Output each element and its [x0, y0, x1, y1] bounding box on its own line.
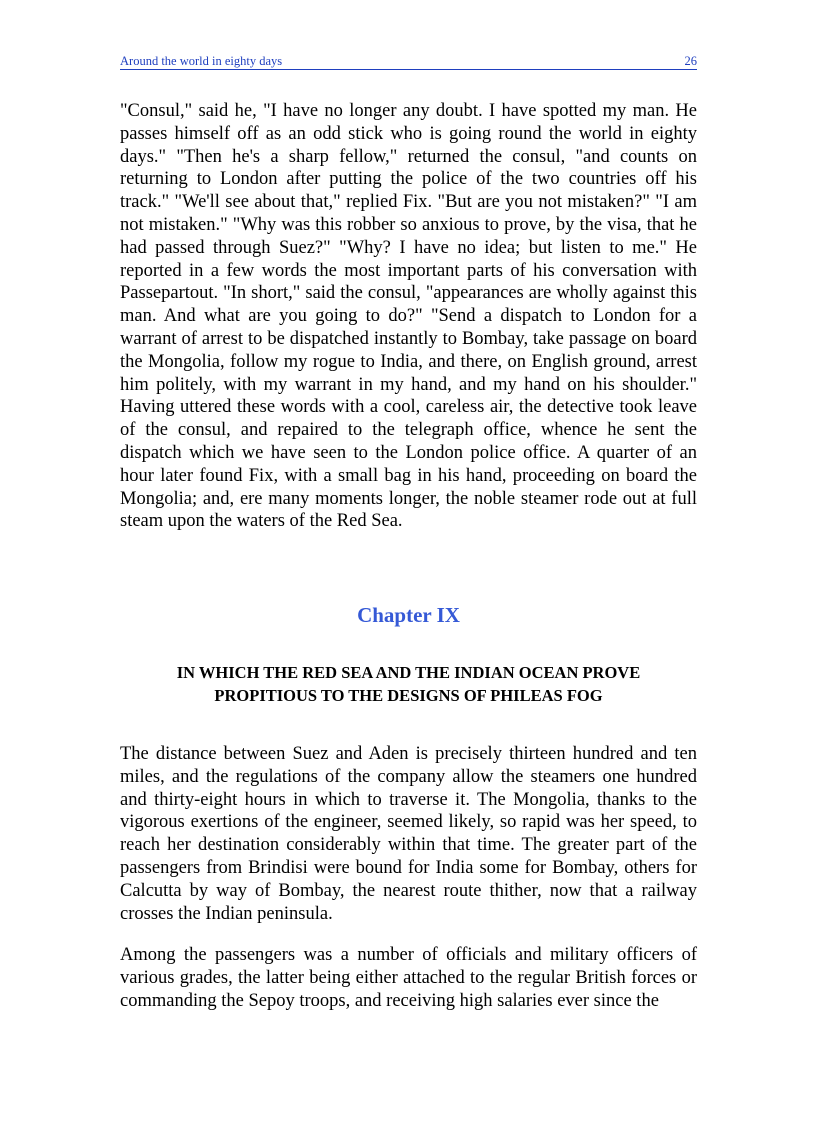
paragraph-text: The distance between Suez and Aden is precisely thirteen hundred and ten miles, and the regulations of the company allow the steamers one hundred and thirty-eight hours in which to traverse it. The Mongolia, thanks to the vigorous exertions of the engineer, seemed likely, so rapid was her speed, to reach her destination considerably within that time. The greater part of the passengers from Brindisi were bound for India some for Bombay, others for Calcutta by way of Bombay, the nearest route thither, now that a railway crosses the Indian peninsula. — [120, 744, 697, 924]
book-title-link[interactable]: Around the world in eighty days — [120, 54, 283, 68]
page-number: 26 — [684, 54, 697, 68]
paragraph-text: Among the passengers was a number of officials and military officers of various grades, the latter being either attached to the regular British forces or commanding the Sepoy troops, and receiving high salaries ever since the — [120, 945, 697, 1011]
paragraph-2 — [120, 743, 697, 925]
paragraph-text: "Consul," said he, "I have no longer any doubt. I have spotted my man. He passes himself off as an odd stick who is going round the world in eighty days." "Then he's a sharp fellow," returned the consul, "and counts on returning to London after putting the police of the two countries off his track." "We'll see about that," replied Fix. "But are you not mistaken?" "I am not mistaken." "Why was this robber so anxious to prove, by the visa, that he had passed through Suez?" "Why? I have no idea; but listen to me." He reported in a few words the most important parts of his conversation with Passepartout. "In short," said the consul, "appearances are wholly against this man. And what are you going to do?" "Send a dispatch to London for a warrant of arrest to be dispatched instantly to Bombay, take passage on board the Mongolia, follow my rogue to India, and there, on English ground, arrest him politely, with my warrant in my hand, and my hand on his shoulder." Having uttered these words with a cool, careless air, the detective took leave of the consul, and repaired to the telegraph office, whence he sent the dispatch which we have seen to the London police office. A quarter of an hour later found Fix, with a small bag in his hand, proceeding on board the Mongolia; and, ere many moments longer, the noble steamer rode out at full steam upon the waters of the Red Sea. — [120, 101, 697, 532]
chapter-subtitle-line-1: IN WHICH THE RED SEA AND THE INDIAN OCEAN PROVE — [176, 663, 641, 682]
chapter-subtitle-line-2: PROPITIOUS TO THE DESIGNS OF PHILEAS FOG — [214, 686, 603, 705]
running-header — [120, 53, 697, 70]
paragraph-3 — [120, 944, 697, 1012]
paragraph-1 — [120, 100, 697, 533]
chapter-subtitle — [140, 661, 677, 707]
chapter-title: Chapter IX — [357, 603, 460, 627]
